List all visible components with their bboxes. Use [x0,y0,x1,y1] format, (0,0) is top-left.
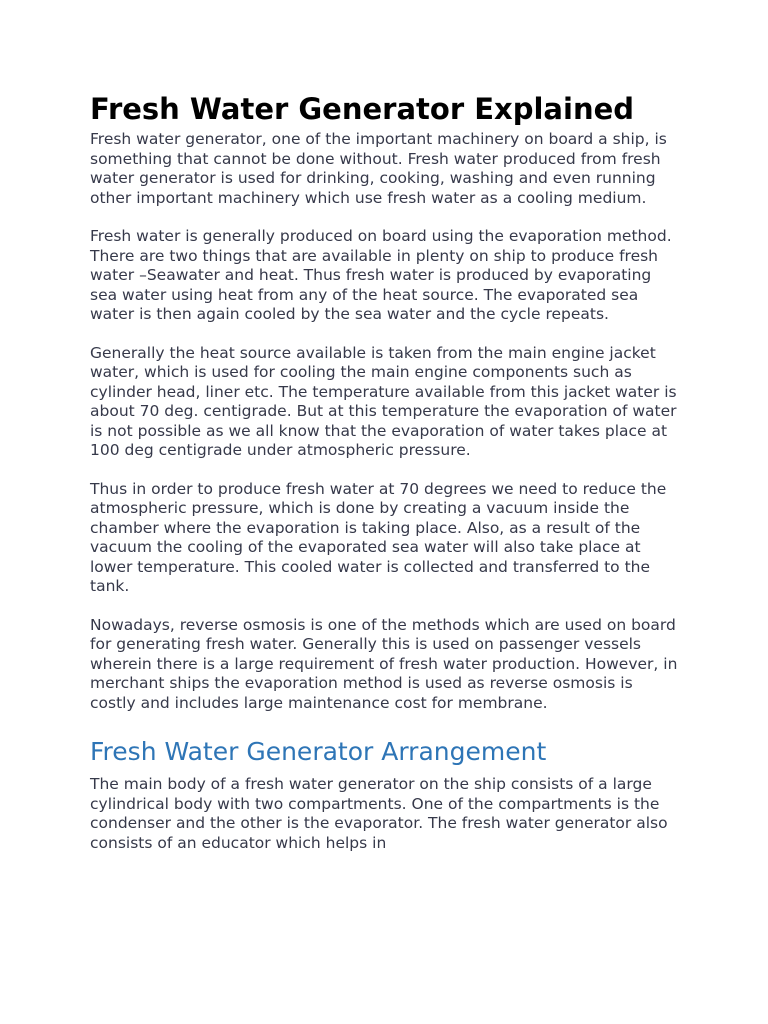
paragraph-evaporation-method: Fresh water is generally produced on board using the evaporation method. There are two things that are available in plenty on ship to produce fresh water –Seawater and heat. Thus fresh water is produced by evaporating sea water using heat from any of the heat source. The evaporated sea water is then again cooled by the sea water and the cycle repeats. [90,227,672,323]
paragraph-intro: Fresh water generator, one of the important machinery on board a ship, is something that cannot be done without. Fresh water produced from fresh water generator is used for drinking, cooking, washing and even running other important machinery which use fresh water as a cooling medium. [90,130,667,207]
section-heading-arrangement: Fresh Water Generator Arrangement [90,737,547,766]
paragraph-heat-source: Generally the heat source available is taken from the main engine jacket water, which is used for cooling the main engine components such as cylinder head, liner etc. The temperature available from this jacket water is about 70 deg. centigrade. But at this temperature the evaporation of water is not possible as we all know that the evaporation of water takes place at 100 deg centigrade under atmospheric pressure. [90,343,677,459]
page-title: Fresh Water Generator Explained [90,92,635,126]
document-page [90,88,680,872]
paragraph-reverse-osmosis: Nowadays, reverse osmosis is one of the methods which are used on board for generating fresh water. Generally this is used on passenger vessels wherein there is a large requirement of fresh water production. However, in merchant ships the evaporation method is used as reverse osmosis is costly and includes large maintenance cost for membrane. [90,615,678,712]
paragraph-arrangement: The main body of a fresh water generator on the ship consists of a large cylindrical body with two compartments. One of the compartments is the condenser and the other is the evaporator. The fresh water generator also consists of an educator which helps in [90,775,668,852]
paragraph-vacuum: Thus in order to produce fresh water at 70 degrees we need to reduce the atmospheric pressure, which is done by creating a vacuum inside the chamber where the evaporation is taking place. Also, as a result of the vacuum the cooling of the evaporated sea water will also take place at lower temperature. This cooled water is collected and transferred to the tank. [90,479,667,595]
